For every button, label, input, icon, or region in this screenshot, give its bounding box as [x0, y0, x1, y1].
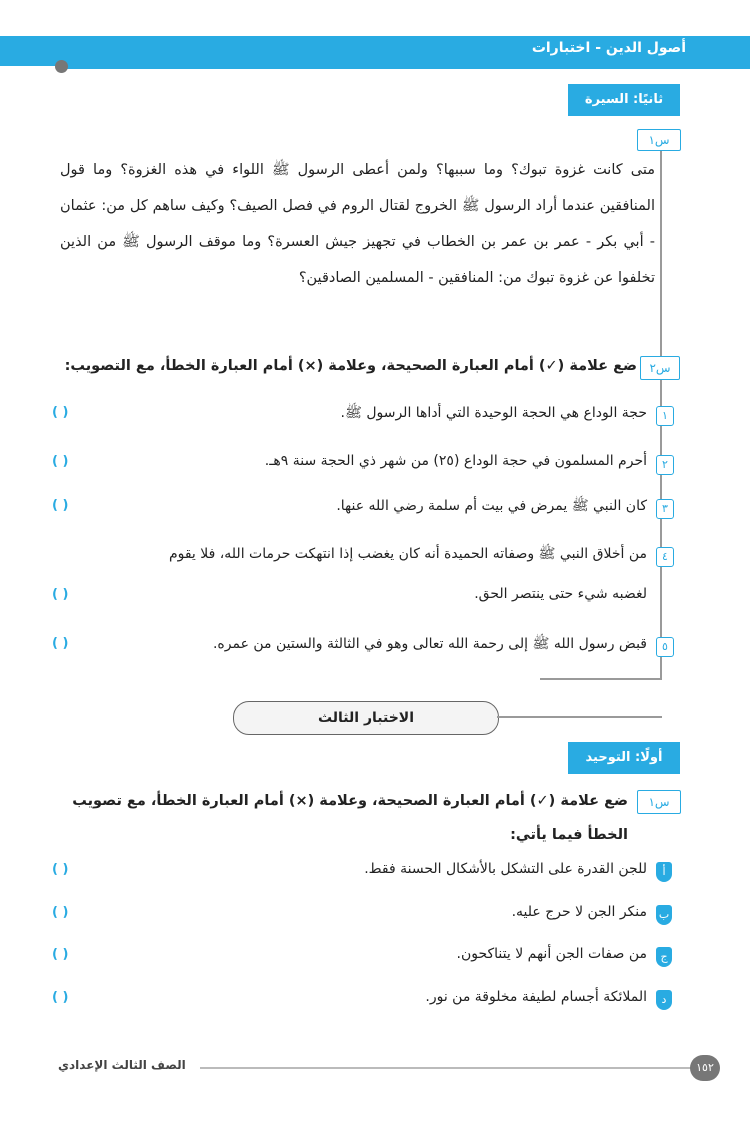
item-number-badge: ١ — [656, 406, 674, 426]
footer-grade: الصف الثالث الإعدادي — [58, 1058, 186, 1072]
exam-connector-line — [497, 716, 662, 718]
answer-blank[interactable]: ( ) — [52, 454, 69, 469]
header-bar — [0, 36, 750, 66]
item-letter-badge: د — [656, 990, 672, 1010]
question-1-text: متى كانت غزوة تبوك؟ وما سببها؟ ولمن أعطى الرسول ﷺ اللواء في هذه الغزوة؟ وما قول المنافقين عندما أراد الرسول ﷺ الخروج لقتال الروم في فصل الصيف؟ وكيف ساهم كل من: عثمان - أبي بكر - عمر بن عمر بن الخطاب في تجهيز جيش العسرة؟ وما موقف الرسول ﷺ من الذين تخلفوا عن غزوة تبوك من: المنافقين - المسلمين الصادقين؟ — [60, 162, 655, 286]
statement-item: حجة الوداع هي الحجة الوحيدة التي أداها الرسول ﷺ. — [340, 405, 647, 421]
question-3-tag: س١ — [637, 790, 681, 814]
statement-item: منكر الجن لا حرج عليه. — [511, 904, 647, 920]
exam-3-title: الاختبار الثالث — [233, 701, 499, 735]
item-letter-badge: ب — [656, 905, 672, 925]
answer-blank[interactable]: ( ) — [52, 862, 69, 877]
question-2-tag: س٢ — [640, 356, 680, 380]
statement-item: الملائكة أجسام لطيفة مخلوقة من نور. — [425, 989, 647, 1005]
answer-blank[interactable]: ( ) — [52, 405, 69, 420]
statement-item-continuation: لغضبه شيء حتى ينتصر الحق. — [474, 586, 647, 602]
question-1-tag: س١ — [637, 129, 681, 151]
item-letter-badge: أ — [656, 862, 672, 882]
section-label-seera: ثانيًا: السيرة — [568, 84, 680, 116]
question-3-title: ضع علامة (✓) أمام العبارة الصحيحة، وعلامة (×) أمام العبارة الخطأ، مع تصويب الخطأ فيما يأتي: — [72, 793, 628, 843]
header-title: أصول الدين - اختبارات — [531, 40, 686, 56]
item-number-badge: ٣ — [656, 499, 674, 519]
item-number-badge: ٤ — [656, 547, 674, 567]
footer-line — [200, 1067, 695, 1069]
item-letter-badge: ج — [656, 947, 672, 967]
statement-item: كان النبي ﷺ يمرض في بيت أم سلمة رضي الله عنها. — [336, 498, 647, 514]
statement-item: قبض رسول الله ﷺ إلى رحمة الله تعالى وهو في الثالثة والستين من عمره. — [212, 636, 647, 652]
statement-item: من صفات الجن أنهم لا يتناكحون. — [456, 946, 647, 962]
section-bottom-line — [540, 678, 661, 680]
answer-blank[interactable]: ( ) — [52, 587, 69, 602]
answer-blank[interactable]: ( ) — [52, 947, 69, 962]
statement-item: أحرم المسلمون في حجة الوداع (٢٥) من شهر ذي الحجة سنة ٩هـ. — [264, 453, 647, 469]
question-2-title: ضع علامة (✓) أمام العبارة الصحيحة، وعلامة (×) أمام العبارة الخطأ، مع التصويب: — [64, 358, 637, 374]
answer-blank[interactable]: ( ) — [52, 498, 69, 513]
answer-blank[interactable]: ( ) — [52, 905, 69, 920]
statement-item: للجن القدرة على التشكل بالأشكال الحسنة فقط. — [364, 861, 647, 877]
header-dot — [55, 60, 68, 73]
page-number: ١٥٢ — [690, 1055, 720, 1081]
item-number-badge: ٢ — [656, 455, 674, 475]
item-number-badge: ٥ — [656, 637, 674, 657]
answer-blank[interactable]: ( ) — [52, 990, 69, 1005]
header-underline — [60, 66, 750, 69]
answer-blank[interactable]: ( ) — [52, 636, 69, 651]
statement-item: من أخلاق النبي ﷺ وصفاته الحميدة أنه كان يغضب إذا انتهكت حرمات الله، فلا يقوم — [168, 546, 647, 562]
section-label-tawheed: أولًا: التوحيد — [568, 742, 680, 774]
